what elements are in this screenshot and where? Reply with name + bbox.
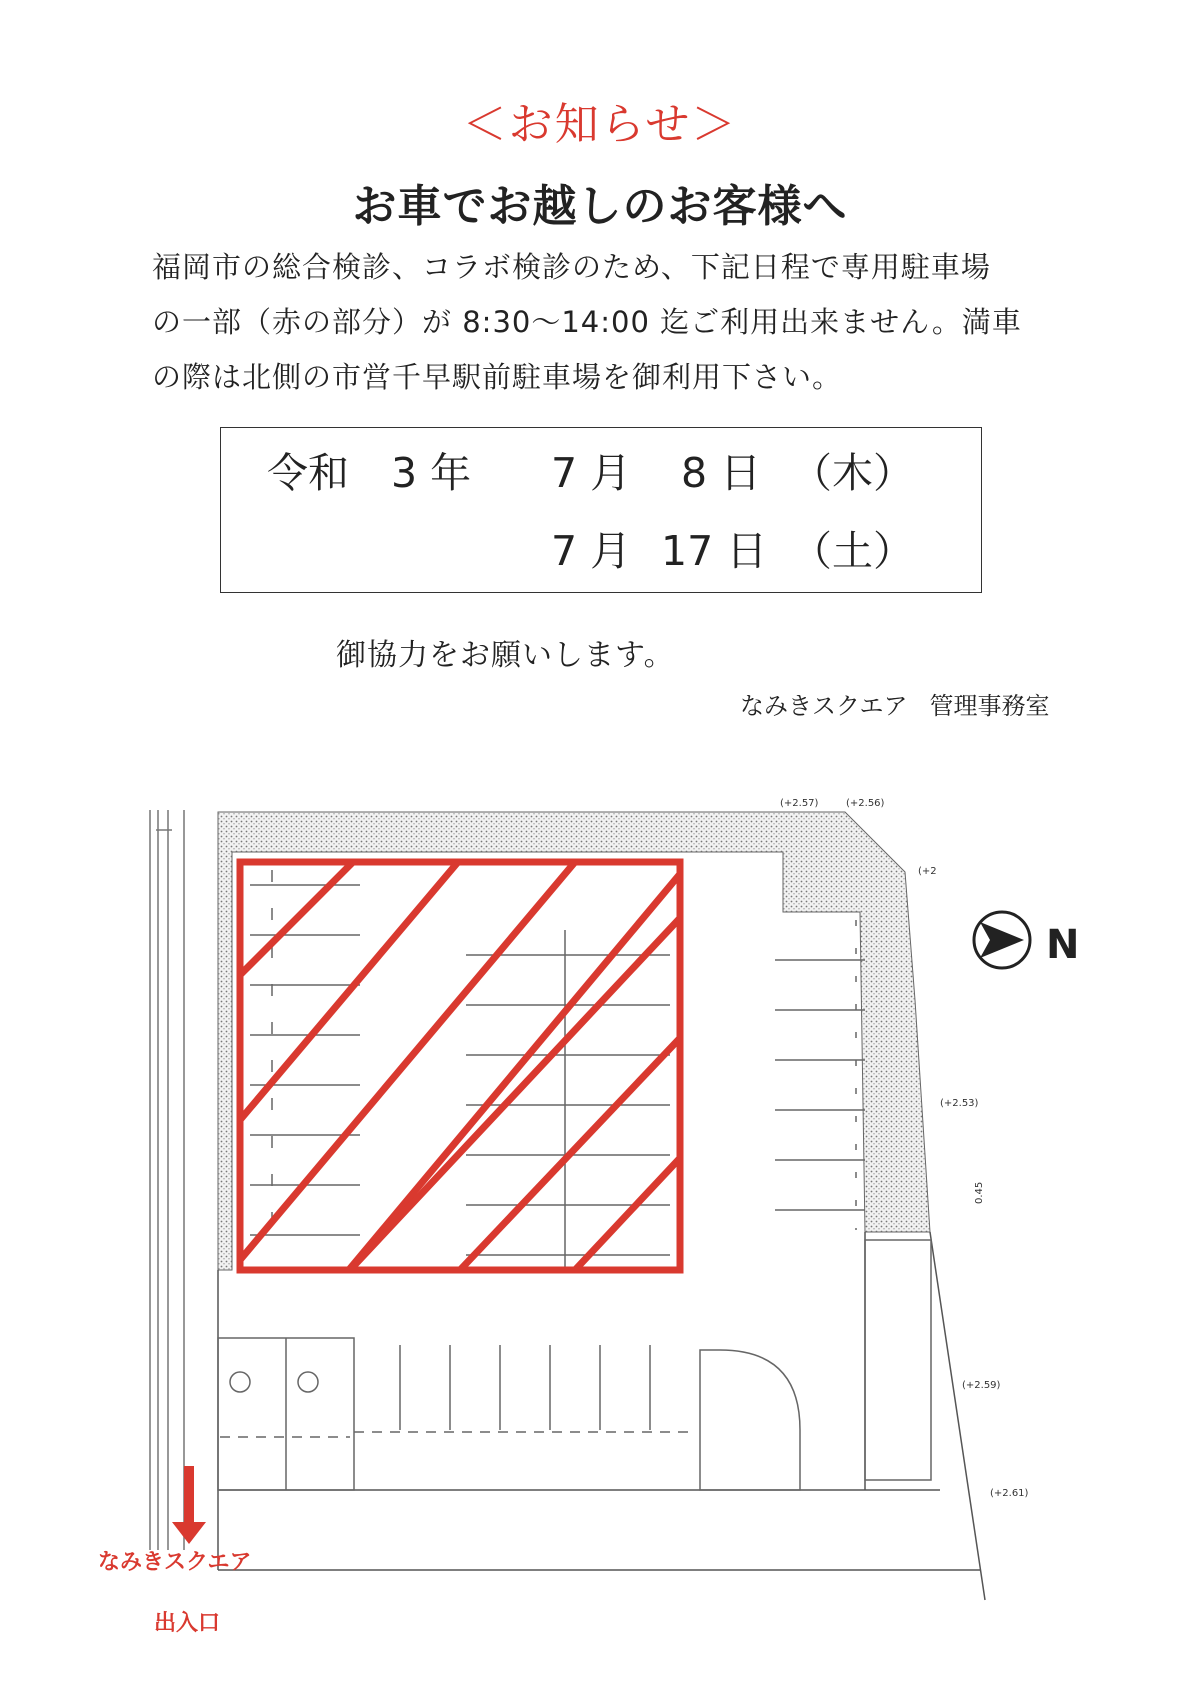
closing-text: 御協力をお願いします。 [336,638,675,673]
stall-lines [250,870,865,1270]
elevation-label: (+2.56) [846,798,885,809]
north-label: N [1046,922,1080,968]
year-label: 3 年 [391,449,472,497]
date1-weekday: （木） [791,449,914,497]
north-arrow-icon [974,912,1030,968]
road-edges [150,810,184,1550]
elevation-label: (+2.59) [962,1380,1001,1391]
elevation-label: (+2.57) [780,798,819,809]
exit-label: なみきスクエア [98,1550,252,1575]
body-line-3: の際は北側の市営千早駅前駐車場を御利用下さい。 [152,360,843,394]
elevation-label: (+2.61) [990,1488,1029,1499]
page-title: お車でお越しのお客様へ [352,181,848,232]
date2-month: 7 月 [551,527,632,575]
date1-month: 7 月 [551,449,632,497]
lot-outline [218,1232,985,1600]
date2-weekday: （土） [791,527,914,575]
notice-label: ＜お知らせ＞ [462,99,738,150]
elevation-label: (+2.53) [940,1098,979,1109]
era-label: 令和 [267,449,349,497]
closed-area [240,862,690,1400]
bottom-stalls [218,1240,931,1490]
elevation-label: 0.45 [974,1181,985,1204]
date-box [220,427,982,593]
exit-sub-label: 出入口 [154,1611,221,1636]
elevation-label: (+2 [918,866,937,877]
closed-area-border [240,862,680,1270]
planting-strip [218,812,930,1270]
signature-name: なみきスクエア [740,692,908,720]
signature [740,686,1072,721]
body-line-2: の一部（赤の部分）が 8:30～14:00 迄ご利用出来ません。満車 [152,305,1022,339]
signature-dept: 管理事務室 [929,692,1050,720]
body-line-1: 福岡市の総合検診、コラボ検診のため、下記日程で専用駐車場 [152,250,991,284]
exit-arrow-icon [172,1466,206,1544]
date2-day: 17 日 [661,527,768,575]
date1-day: 8 日 [681,449,762,497]
